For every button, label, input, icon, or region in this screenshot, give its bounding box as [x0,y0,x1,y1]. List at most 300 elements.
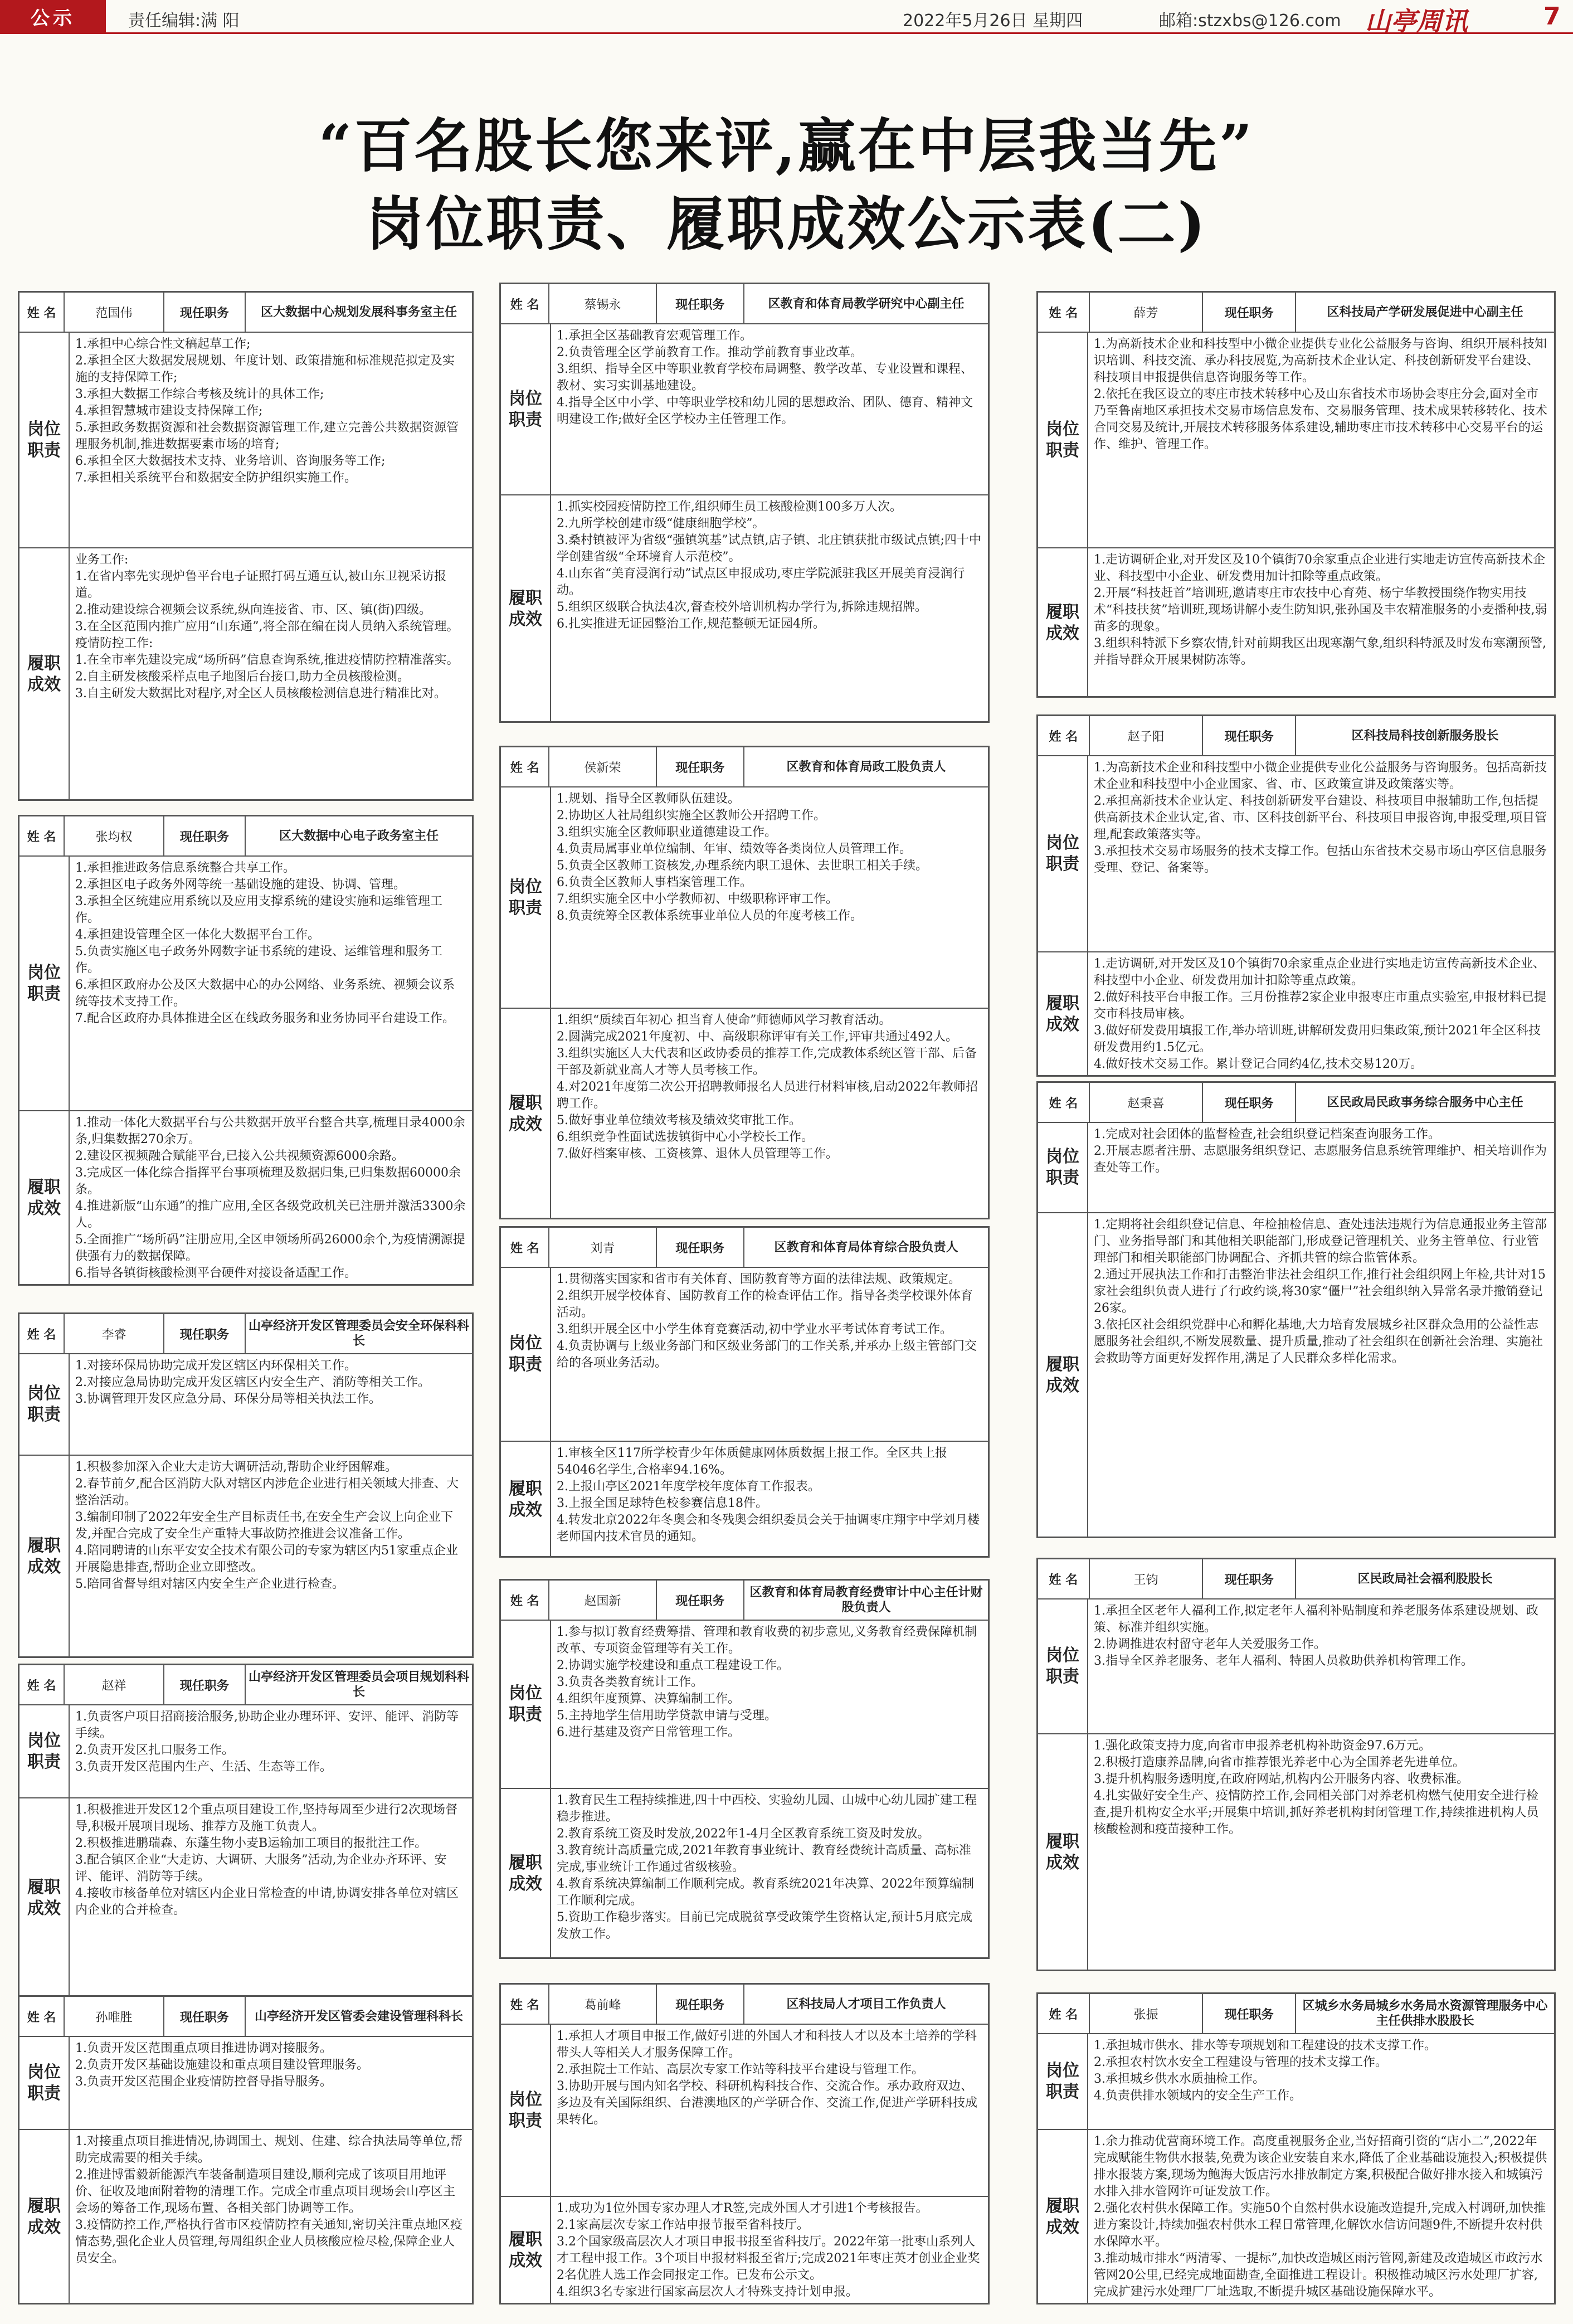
card-header [501,747,988,787]
list-item: 3.承担全区统建应用系统以及应用支撑系统的建设实施和运维管理工作。 [75,894,442,925]
result-section [1038,2130,1554,2304]
name-label: 姓 名 [1038,1559,1090,1598]
result-section [1038,548,1554,697]
position-label: 现任职务 [657,1985,744,2024]
list-item: 1.承担全区老年人福利工作,拟定老年人福利补贴制度和养老服务体系建设规划、政策、标准并组织实施。 [1094,1604,1538,1635]
duty-section [1038,2034,1554,2130]
headline-line-2: 岗位职责、履职成效公示表(二) [366,189,1207,258]
result-section-label: 履职成效 [1038,952,1088,1076]
list-item: 1.审核全区117所学校青少年体质健康网体质数据上报工作。全区共上报54046名学生,合格率94.16%。 [557,1446,947,1477]
list-item: 4.对2021年度第二次公开招聘教师报名人员进行材料审核,启动2022年教师招聘工作。 [557,1080,978,1111]
official-card [1036,291,1556,698]
result-section-label: 履职成效 [501,1789,551,1958]
duty-section-text [551,1268,988,1441]
list-item: 2.推进博雷毅新能源汽车装备制造项目建设,顺利完成了该项目用地评价、征收及地面附着物的清理工作。完成全市重点项目现场会山亭区主会场的筹备工作,现场布置、各相关部门协调等工作。 [75,2168,456,2215]
official-position: 区教育和体育局教育经费审计中心主任计财股负责人 [749,1586,983,1615]
duty-section [20,2037,472,2130]
duty-section-label: 岗位职责 [20,1354,70,1455]
list-item: 2.建设区视频融合赋能平台,已接入公共视频资源6000余路。 [75,1149,404,1163]
list-item: 2.九所学校创建市级“健康细胞学校”。 [557,517,765,531]
result-section-label: 履职成效 [1038,1734,1088,1971]
list-item: 1.定期将社会组织登记信息、年检抽检信息、查处违法违规行为信息通报业务主管部门、业务指导部门和其他相关职能部门,形成登记管理机关、业务主管单位、行业管理部门和相关职能部门协调配合、齐抓共管的综合监管体系。 [1094,1218,1547,1265]
list-item: 3.组织、指导全区中等职业教育学校布局调整、教学改革、专业设置和课程、教材、实习实训基地建设。 [557,362,973,393]
list-item: 3.2个国家级高层次人才项目申报书报至省科技厅。2022年第一批枣山系列人才工程申报工作。3个项目申报材料报至省厅;完成2021年枣庄英才创业企业奖2名优胜人选工作会同报定工作。已发布公示文。 [557,2235,980,2282]
official-name: 赵子阳 [1090,716,1204,755]
list-item: 3.提升机构服务透明度,在政府网站,机构内公开服务内容、收费标准。 [1094,1772,1469,1786]
list-item: 2.通过开展执法工作和打击整治非法社会组织工作,推行社会组织网上年检,共计对15家社会组织负责人进行了行政约谈,将30家“僵尸”社会组织纳入异常名录并撤销登记26家。 [1094,1268,1546,1315]
duty-section-label: 岗位职责 [20,333,70,547]
result-section-label: 履职成效 [1038,548,1088,697]
list-item: 1.规划、指导全区教师队伍建设。 [557,792,740,806]
list-item: 7.配合区政府办具体推进全区在线政务服务和业务协同平台建设工作。 [75,1012,455,1025]
position-label: 现任职务 [657,1228,744,1267]
official-card [1036,714,1556,1077]
official-name: 王钧 [1090,1559,1204,1598]
headline-line-1: “百名股长您来评,赢在中层我当先” [318,111,1255,180]
result-section-text [70,2130,472,2304]
list-item: 5.陪同省督导组对辖区内安全生产企业进行检查。 [75,1577,344,1591]
list-item: 4.指导全区中小学、中等职业学校和幼儿园的思想政治、团队、德育、精神文明建设工作;做好全区学校办主任管理工作。 [557,396,973,426]
official-card [18,1664,474,1998]
duty-section-text [1088,2034,1554,2129]
list-item: 疫情防控工作: [75,636,153,650]
list-item: 2.承担院士工作站、高层次专家工作站等科技平台建设与管理工作。 [557,2063,924,2077]
card-header [1038,1083,1554,1123]
list-item: 2.承担高新技术企业认定、科技创新研发平台建设、科技项目申报辅助工作,包括提供高新技术企业认定,省、市、区科技创新平台、科技项目申报咨询,申报受理,项目管理,配套政策落实等。 [1094,794,1547,842]
result-section-text [70,1798,472,1997]
list-item: 2.上报山亭区2021年度学校年度体育工作报表。 [557,1480,820,1494]
list-item: 1.走访调研,对开发区及10个镇街70余家重点企业进行实地走访宣传高新技术企业、科技型中小企业、研发费用加计扣除等重点政策。 [1094,957,1545,988]
list-item: 2.承担区电子政务外网等统一基础设施的建设、协调、管理。 [75,878,406,892]
official-card [18,1995,474,2304]
list-item: 5.全面推广“场所码”注册应用,全区申领场所码26000余个,为疫情溯源提供强有力的数据保障。 [75,1233,465,1263]
duty-section-text [1088,333,1554,547]
official-card [499,1579,990,1959]
list-item: 3.承担大数据工作综合考核及统计的具体工作; [75,387,324,401]
card-header [20,1314,472,1354]
paper-logo: 山亭周讯 [1365,6,1468,36]
list-item: 6.组织竞争性面试选拔镇街中心小学校长工作。 [557,1130,814,1144]
result-section [501,495,988,722]
result-section [20,1456,472,1657]
card-header [20,816,472,857]
list-item: 1.承担全区基础教育宏观管理工作。 [557,329,752,343]
list-item: 4.推进新版“山东通”的推广应用,全区各级党政机关已注册并激活3300余人。 [75,1199,466,1230]
list-item: 1.对接重点项目推进情况,协调国土、规划、住建、综合执法局等单位,帮助完成需要的相关手续。 [75,2135,462,2165]
list-item: 4.教育系统决算编制工作顺利完成。教育系统2021年决算、2022年预算编制工作顺利完成。 [557,1877,974,1908]
list-item: 3.配合镇区企业“大走访、大调研、大服务”活动,为企业办齐环评、安评、能评、消防等手续。 [75,1853,447,1884]
duty-section-label: 岗位职责 [1038,333,1088,547]
duty-section-label: 岗位职责 [20,1705,70,1797]
result-section-label: 履职成效 [501,1009,551,1219]
list-item: 1.教育民生工程持续推进,四十中西校、实验幼儿园、山城中心幼儿园扩建工程稳步推进。 [557,1793,977,1824]
list-item: 6.扎实推进无证园整治工作,规范整顿无证园4所。 [557,617,825,631]
list-item: 2.春节前夕,配合区消防大队对辖区内涉危企业进行相关领域大排查、大整治活动。 [75,1477,459,1508]
list-item: 3.自主研发大数据比对程序,对全区人员核酸检测信息进行精准比对。 [75,687,446,701]
official-card [18,291,474,801]
editor-credit: 责任编辑:满 阳 [128,11,240,31]
duty-section-label: 岗位职责 [501,324,551,494]
result-section-label: 履职成效 [1038,1213,1088,1538]
list-item: 4.陪同聘请的山东平安安全技术有限公司的专家为辖区内51家重点企业开展隐患排查,帮助企业立即整改。 [75,1544,458,1574]
result-section-text [551,495,988,722]
duty-section-label: 岗位职责 [1038,1599,1088,1733]
result-section-label: 履职成效 [20,1456,70,1657]
list-item: 2.教育系统工资及时发放,2022年1-4月全区教育系统工资及时发放。 [557,1827,930,1841]
list-item: 3.教育统计高质量完成,2021年教育事业统计、教育经费统计高质量、高标准完成,事业统计工作通过省级核验。 [557,1844,971,1874]
list-item: 3.上报全国足球特色校参赛信息18件。 [557,1496,768,1510]
result-section [1038,1213,1554,1538]
duty-section-text [551,2025,988,2196]
official-position: 区科技局产学研发展促进中心副主任 [1327,305,1523,319]
list-item: 2.推动建设综合视频会议系统,纵向连接省、市、区、镇(街)四级。 [75,603,432,617]
official-card [1036,1081,1556,1538]
position-label: 现任职务 [1203,293,1296,332]
name-label: 姓 名 [20,816,65,855]
result-section-text [551,1442,988,1557]
result-section-text [1088,1734,1554,1971]
list-item: 1.走访调研企业,对开发区及10个镇街70余家重点企业进行实地走访宣传高新技术企业、科技型中小企业、研发费用加计扣除等重点政策。 [1094,553,1545,584]
official-name: 薛芳 [1090,293,1204,332]
list-item: 2.积极推进鹏瑞森、东蓬生物小麦B运输加工项目的报批注工作。 [75,1836,427,1850]
result-section-text [70,548,472,800]
list-item: 4.负责协调与上级业务部门和区级业务部门的工作关系,并承办上级主管部门交给的各项业务活动。 [557,1339,977,1370]
duty-section-text [70,2037,472,2129]
list-item: 1.承担城市供水、排水等专项规划和工程建设的技术支撑工作。 [1094,2039,1436,2053]
name-label: 姓 名 [20,293,65,332]
list-item: 1.强化政策支持力度,向省市申报养老机构补助资金97.6万元。 [1094,1739,1431,1753]
list-item: 6.进行基建及资产日常管理工作。 [557,1725,740,1739]
list-item: 1.完成对社会团体的监督检查,社会组织登记档案查询服务工作。 [1094,1127,1440,1141]
official-position: 山亭经济开发区管理委员会安全环保科科长 [248,1319,469,1348]
list-item: 2.承担农村饮水安全工程建设与管理的技术支撑工作。 [1094,2055,1387,2069]
list-item: 2.组织开展学校体育、国防教育工作的检查评估工作。指导各类学校课外体育活动。 [557,1289,973,1320]
official-card [499,283,990,723]
duty-section [501,1621,988,1789]
official-name: 赵祥 [65,1665,164,1704]
position-label: 现任职务 [1203,1083,1296,1122]
duty-section [1038,756,1554,952]
official-card [499,746,990,1219]
list-item: 4.做好技术交易工作。累计登记合同约4亿,技术交易120万。 [1094,1057,1423,1071]
duty-section-text [551,787,988,1008]
duty-section-label: 岗位职责 [20,2037,70,2129]
duty-section-label: 岗位职责 [20,857,70,1110]
list-item: 3.承担技术交易市场服务的技术支撑工作。包括山东省技术交易市场山亭区信息服务受理、登记、备案等。 [1094,844,1547,875]
result-section [20,2130,472,2304]
duty-section-label: 岗位职责 [501,2025,551,2196]
list-item: 3.协助开展与国内知名学校、科研机构科技合作、交流合作。承办政府双边、多边及有关国际组织、台港澳地区的产学研合作、交流工作,促进产学研科技成果转化。 [557,2079,977,2127]
list-item: 1.对接环保局协助完成开发区辖区内环保相关工作。 [75,1359,357,1373]
list-item: 3.负责开发区范围内生产、生活、生态等工作。 [75,1760,332,1774]
result-section-text [1088,2130,1554,2304]
list-item: 1.负责开发区范围重点项目推进协调对接服务。 [75,2041,332,2055]
card-header [1038,1559,1554,1599]
list-item: 7.做好档案审核、工资核算、退休人员管理等工作。 [557,1147,838,1161]
list-item: 4.承担智慧城市建设支持保障工作; [75,404,263,418]
official-position: 区大数据中心电子政务室主任 [279,829,439,843]
duty-section-text [70,1354,472,1455]
official-name: 葛前峰 [549,1985,656,2024]
official-card [18,1312,474,1658]
official-position: 区科技局人才项目工作负责人 [786,1997,946,2011]
duty-section [20,1354,472,1456]
list-item: 6.指导各镇街核酸检测平台硬件对接设备适配工作。 [75,1266,357,1280]
name-label: 姓 名 [1038,293,1090,332]
result-section-label: 履职成效 [20,1798,70,1997]
list-item: 1.承担推进政务信息系统整合共享工作。 [75,861,295,875]
list-item: 3.疫情防控工作,严格执行省市区疫情防控有关通知,密切关注重点地区疫情态势,强化企业人员管理,每周组织企业人员核酸应检尽检,保障企业人员安全。 [75,2218,462,2265]
list-item: 1.抓实校园疫情防控工作,组织师生员工核酸检测100多万人次。 [557,500,902,514]
official-card [1036,1992,1556,2304]
result-section-label: 履职成效 [20,2130,70,2304]
card-header [1038,293,1554,333]
duty-section-label: 岗位职责 [501,1621,551,1788]
card-header [501,1228,988,1268]
result-section [20,1798,472,1997]
official-position: 区科技局科技创新服务股长 [1351,728,1499,743]
result-section [501,2197,988,2304]
official-name: 侯新荣 [549,747,656,786]
position-label: 现任职务 [657,747,744,786]
list-item: 4.负责供排水领域内的安全生产工作。 [1094,2089,1302,2103]
name-label: 姓 名 [20,1314,65,1353]
name-label: 姓 名 [20,1997,65,2036]
list-item: 2.承担全区大数据发展规划、年度计划、政策措施和标准规范拟定及实施的支持保障工作; [75,354,455,385]
list-item: 1.参与拟订教育经费筹措、管理和教育收费的初步意见,义务教育经费保障机制改革、专项资金管理等有关工作。 [557,1625,977,1656]
list-item: 2.对接应急局协助完成开发区辖区内安全生产、消防等相关工作。 [75,1375,430,1389]
list-item: 1.余力推动优营商环境工作。高度重视服务企业,当好招商引资的“店小二”,2022年完成赋能生物供水报装,免费为该企业安装自来水,降低了企业基础设施投入;积极提供排水报装方案,现场为鲍海大饭店污水排放制定方案,积极配合做好排水接入和城镇污水排入排水管网许可证发放工作。 [1094,2135,1547,2199]
list-item: 2.负责管理全区学前教育工作。推动学前教育事业改革。 [557,346,863,359]
list-item: 3.承担城乡供水水质抽检工作。 [1094,2072,1265,2086]
list-item: 6.承担区政府办公及区大数据中心的办公网络、业务系统、视频会议系统等技术支持工作。 [75,978,455,1009]
official-name: 李睿 [65,1314,164,1353]
duty-section-text [551,324,988,494]
result-section-text [70,1456,472,1657]
duty-section-label: 岗位职责 [1038,2034,1088,2129]
result-section [20,1111,472,1285]
duty-section-text [70,1705,472,1797]
duty-section-text [70,333,472,547]
duty-section-label: 岗位职责 [501,1268,551,1441]
position-label: 现任职务 [164,293,246,332]
official-position: 区大数据中心规划发展科事务室主任 [260,305,457,319]
duty-section-label: 岗位职责 [501,787,551,1008]
list-item: 3.负责开发区范围企业疫情防控督导指导服务。 [75,2075,332,2089]
list-item: 5.负责全区教师工资核发,办理系统内职工退休、去世职工相关手续。 [557,859,928,873]
official-name: 张均权 [65,816,164,855]
list-item: 1.积极参加深入企业大走访大调研活动,帮助企业纾困解难。 [75,1460,397,1474]
list-item: 3.协调管理开发区应急分局、环保分局等相关执法工作。 [75,1392,381,1406]
list-item: 2.强化农村供水保障工作。实施50个自然村供水设施改造提升,完成入村调研,加快推进方案设计,持续加强农村供水工程日常管理,化解饮水信访问题9件,不断提升农村供水保障水平。 [1094,2201,1546,2249]
result-section [20,548,472,800]
list-item: 3.桑村镇被评为省级“强镇筑基”试点镇,店子镇、北庄镇获批市级试点镇;四十中学创建省级“全环境育人示范校”。 [557,533,981,564]
duty-section [501,787,988,1009]
result-section-text [1088,548,1554,697]
list-item: 2.依托在我区设立的枣庄市技术转移中心及山东省技术市场协会枣庄分会,面对全市乃至鲁南地区承担技术交易市场信息发布、交易服务管理、技术成果转移转化、技术合同交易及统计,开展技术转移服务体系建设,辅助枣庄市技术转移中心交易平台的运作、维护、管理工作。 [1094,387,1548,451]
duty-section [501,2025,988,2197]
list-item: 3.组织科特派下乡察农情,针对前期我区出现寒潮气象,组织科特派及时发布寒潮预警,并指导群众开展果树防冻等。 [1094,636,1546,667]
position-label: 现任职务 [657,1581,744,1620]
list-item: 3.负责各类教育统计工作。 [557,1675,703,1689]
list-item: 3.编制印制了2022年安全生产目标责任书,在安全生产会议上向企业下发,并配合完成了安全生产重特大事故防控推进会议准备工作。 [75,1510,453,1541]
position-label: 现任职务 [657,284,744,323]
list-item: 4.山东省“美育浸润行动”试点区申报成功,枣庄学院派驻我区开展美育浸润行动。 [557,567,965,597]
card-header [20,293,472,333]
list-item: 2.协助区人社局组织实施全区教师公开招聘工作。 [557,809,826,823]
official-card [18,815,474,1286]
official-position: 区民政局民政事务综合服务中心主任 [1327,1095,1523,1110]
result-section-label: 履职成效 [1038,2130,1088,2304]
list-item: 2.1家高层次专家工作站申报节报至省科技厅。 [557,2218,809,2232]
position-label: 现任职务 [1203,1559,1296,1598]
list-item: 5.承担政务数据资源和社会数据资源管理工作,建立完善公共数据资源管理服务机制,推进数据要素市场的培育; [75,421,459,451]
result-section [1038,1734,1554,1971]
official-name: 孙唯胜 [65,1997,164,2036]
card-header [20,1665,472,1705]
list-item: 业务工作: [75,553,129,567]
list-item: 1.为高新技术企业和科技型中小微企业提供专业化公益服务与咨询服务。包括高新技术企业和科技型中小企业国家、省、市、区政策宣讲及政策落实等。 [1094,761,1547,791]
list-item: 3.组织开展全区中小学生体育竞赛活动,初中学业水平考试体育考试工作。 [557,1323,952,1336]
card-header [501,1581,988,1621]
list-item: 4.接收市核备单位对辖区内企业日常检查的申请,协调安排各单位对辖区内企业的合并检查。 [75,1887,459,1917]
list-item: 2.积极打造康养品牌,向省市推荐银光养老中心为全国养老先进单位。 [1094,1756,1465,1769]
official-name: 张振 [1090,1994,1204,2033]
list-item: 1.负责客户项目招商接洽服务,协助企业办理环评、安评、能评、消防等手续。 [75,1710,459,1740]
list-item: 3.做好研发费用填报工作,举办培训班,讲解研发费用归集政策,预计2021年全区科技研发费用约1.5亿元。 [1094,1024,1541,1054]
list-item: 1.推动一体化大数据平台与公共数据开放平台整合共享,梳理目录4000余条,归集数据270余万。 [75,1116,465,1146]
duty-section-label: 岗位职责 [1038,756,1088,951]
duty-section-text [70,857,472,1110]
result-section-text [551,1789,988,1958]
result-section-label: 履职成效 [501,495,551,722]
position-label: 现任职务 [164,1314,246,1353]
result-section-text [1088,952,1554,1076]
official-position: 区教育和体育局体育综合股负责人 [774,1240,958,1255]
list-item: 6.承担全区大数据技术支持、业务培训、咨询服务等工作; [75,454,386,468]
list-item: 1.承担人才项目申报工作,做好引进的外国人才和科技人才以及本土培养的学科带头人等相关人才服务保障工作。 [557,2029,977,2060]
official-position: 山亭经济开发区管委会建设管理科科长 [254,2009,463,2024]
result-section-text [1088,1213,1554,1538]
list-item: 3.组织实施全区教师职业道德建设工作。 [557,825,777,839]
list-item: 4.负责局属事业单位编制、年审、绩效等各类岗位人员管理工作。 [557,842,912,856]
list-item: 5.组织区级联合执法4次,督查校外培训机构办学行为,拆除违规招牌。 [557,600,927,614]
list-item: 4.转发北京2022年冬奥会和冬残奥会组织委员会关于抽调枣庄翔宇中学刘月楼老师国内技术官员的通知。 [557,1513,980,1544]
list-item: 2.协调推进农村留守老年人关爱服务工作。 [1094,1637,1326,1651]
duty-section-label: 岗位职责 [1038,1123,1088,1212]
list-item: 1.在全市率先建设完成“场所码”信息查询系统,推进疫情防控精准落实。 [75,653,459,667]
list-item: 2.协调实施学校建设和重点工程建设工作。 [557,1659,789,1672]
official-card [499,1983,990,2304]
result-section [1038,952,1554,1076]
list-item: 4.组织3名专家进行国家高层次人才特殊支持计划申报。 [557,2285,858,2299]
position-label: 现任职务 [164,816,246,855]
name-label: 姓 名 [20,1665,65,1704]
list-item: 1.承担中心综合性文稿起草工作; [75,337,251,351]
result-section [501,1009,988,1219]
list-item: 2.圆满完成2021年度初、中、高级职称评审有关工作,评审共通过492人。 [557,1030,958,1044]
list-item: 1.成功为1位外国专家办理人才R签,完成外国人才引进1个考核报告。 [557,2201,928,2215]
position-label: 现任职务 [164,1665,246,1704]
duty-section [501,1268,988,1442]
duty-section [20,857,472,1111]
official-position: 区教育和体育局教学研究中心副主任 [768,296,965,311]
official-position: 区民政局社会福利股股长 [1357,1572,1493,1586]
list-item: 2.负责开发区基础设施建设和重点项目建设管理服务。 [75,2058,369,2072]
page-header [0,0,1573,34]
position-label: 现任职务 [1203,716,1296,755]
card-header [1038,716,1554,756]
list-item: 4.组织年度预算、决算编制工作。 [557,1692,740,1706]
card-header [501,1985,988,2025]
official-name: 赵国新 [549,1581,656,1620]
list-item: 2.开展志愿者注册、志愿服务组织登记、志愿服务信息系统管理维护、相关培训作为查处等工作。 [1094,1144,1547,1175]
result-section-text [551,2197,988,2304]
official-name: 蔡锡永 [549,284,656,323]
list-item: 2.自主研发核酸采样点电子地图后台接口,助力全员核酸检测。 [75,670,410,684]
name-label: 姓 名 [501,747,549,786]
list-item: 1.为高新技术企业和科技型中小微企业提供专业化公益服务与咨询、组织开展科技知识培训、科技交流、承办科技展览,为高新技术企业认定、科技创新研发平台建设、科技项目申报提供信息咨询服务等工作。 [1094,337,1547,385]
result-section [501,1442,988,1557]
official-position: 区教育和体育局政工股负责人 [786,760,946,774]
duty-section-text [551,1621,988,1788]
list-item: 3.组织实施区人大代表和区政协委员的推荐工作,完成教体系统区管干部、后备干部及新就业高人才等人员考核工作。 [557,1047,977,1077]
official-position: 山亭经济开发区管理委员会项目规划科科长 [248,1670,469,1699]
list-item: 4.扎实做好安全生产、疫情防控工作,会同相关部门对养老机构燃气使用安全进行检查,提升机构安全水平;开展集中培训,抓好养老机构封闭管理工作,持续推进机构人员核酸检测和疫苗接种工作。 [1094,1789,1539,1836]
list-item: 2.开展“科技赶首”培训班,邀请枣庄市农技中心育苑、杨宁华教授围绕作物实用技术“科技扶贫”培训班,现场讲解小麦生防知识,张孙国及丰农精准服务的小麦播种技,弱苗多的现象。 [1094,586,1547,634]
duty-section [1038,333,1554,548]
section-badge: 公示 [0,0,106,32]
name-label: 姓 名 [1038,716,1090,755]
duty-section [501,324,988,495]
name-label: 姓 名 [1038,1994,1090,2033]
page-number: 7 [1543,2,1561,31]
official-position: 区城乡水务局城乡水务局水资源管理服务中心主任供排水股股长 [1302,1999,1548,2028]
result-section-text [70,1111,472,1285]
official-card [1036,1558,1556,1971]
list-item: 2.做好科技平台申报工作。三月份推荐2家企业申报枣庄市重点实验室,申报材料已提交市科技局审核。 [1094,990,1546,1021]
result-section-text [551,1009,988,1219]
list-item: 5.资助工作稳步落实。目前已完成脱贫享受政策学生资格认定,预计5月底完成发放工作。 [557,1910,972,1941]
duty-section-text [1088,756,1554,951]
list-item: 3.推动城市排水“两清零、一提标”,加快改造城区雨污管网,新建及改造城区市政污水管网20公里,已经完成地面勘查,全面推进工程设计。积极推动城区污水处理厂扩容,完成扩建污水处理厂厂址选取,不断提升城区基础设施保障水平。 [1094,2252,1543,2299]
list-item: 7.承担相关系统平台和数据安全防护组织实施工作。 [75,471,357,485]
result-section-label: 履职成效 [20,1111,70,1285]
list-item: 7.组织实施全区中小学教师初、中级职称评审工作。 [557,892,838,906]
list-item: 3.指导全区养老服务、老年人福利、特困人员救助供养机构管理工作。 [1094,1654,1473,1668]
list-item: 1.组织“质续百年初心 担当育人使命”师德师风学习教育活动。 [557,1013,892,1027]
position-label: 现任职务 [1203,1994,1296,2033]
name-label: 姓 名 [501,284,549,323]
duty-section [20,1705,472,1798]
list-item: 3.在全区范围内推广应用“山东通”,将全部在编在岗人员纳入系统管理。 [75,620,459,634]
list-item: 6.负责全区教师人事档案管理工作。 [557,876,752,889]
list-item: 4.承担建设管理全区一体化大数据平台工作。 [75,928,320,942]
duty-section [1038,1123,1554,1213]
list-item: 3.依托区社会组织党群中心和孵化基地,大力培育发展城乡社区群众急用的公益性志愿服务社会组织,不断发展数量、提升质量,推动了社会组织在创新社会治理、实施社会救助等方面更好发挥作用,满足了人民群众多样化需求。 [1094,1318,1543,1365]
issue-date: 2022年5月26日 星期四 [903,11,1083,31]
list-item: 5.做好事业单位绩效考核及绩效奖审批工作。 [557,1114,801,1127]
list-item: 5.主持地学生信用助学贷款申请与受理。 [557,1709,777,1723]
result-section-label: 履职成效 [501,2197,551,2304]
list-item: 1.在省内率先实现炉鲁平台电子证照打码互通互认,被山东卫视采访报道。 [75,570,446,600]
result-section-label: 履职成效 [501,1442,551,1557]
result-section-label: 履职成效 [20,548,70,800]
card-header [20,1997,472,2037]
list-item: 5.负责实施区电子政务外网数字证书系统的建设、运维管理和服务工作。 [75,945,442,975]
duty-section [20,333,472,548]
list-item: 3.完成区一体化综合指挥平台事项梳理及数据归集,已归集数据60000余条。 [75,1166,461,1197]
